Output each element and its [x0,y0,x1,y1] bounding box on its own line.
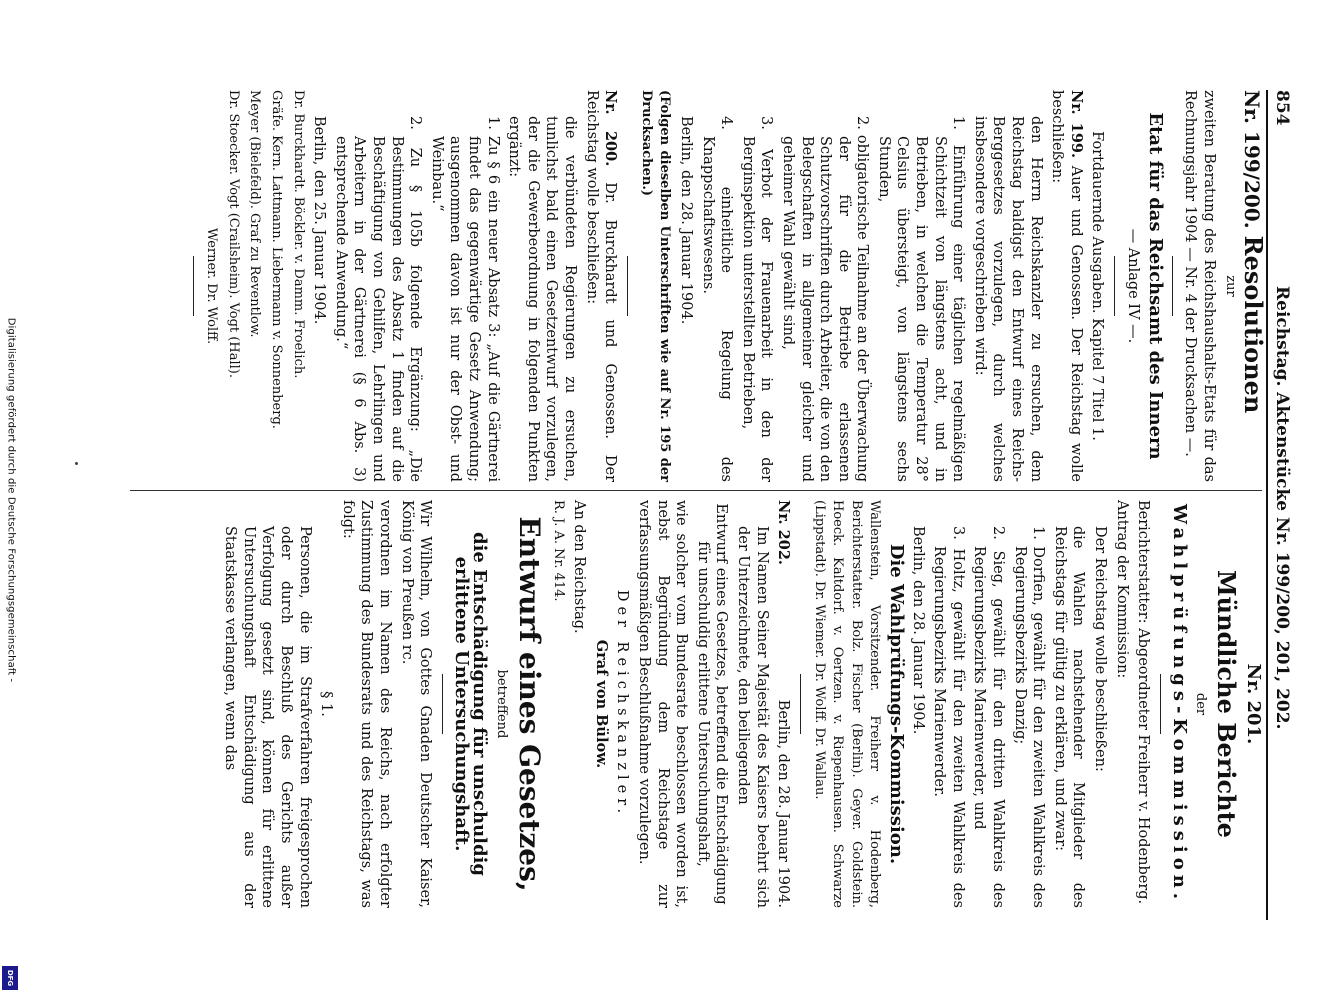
entwurf-title: Entwurf eines Gesetzes, [513,516,546,892]
nr200-date: Berlin, den 25. Januar 1904. [311,116,328,325]
nr199-item: 1. Einführung einer täglichen regelmäßigen Schichtzeit von längstens acht, und in Betrieben, in welchen die Temperatur 28° Celsius übersteigt, von längstens sechs Stunden, [875,116,967,482]
separator [627,256,628,316]
kapitel-line: Fortdauernde Ausgaben. Kapitel 7 Titel 1. [1089,131,1106,441]
kommission-heading: Wahlprüfungs-Kommission. [1168,503,1190,905]
paragraph-1-text: Personen, die im Strafverfahren freigesprochen oder durch Beschluß des Gerichts außer Verfolgung gesetzt sind, können für erlittene Untersuchungshaft Entschädigung aus der Staatskasse verlangen, wenn das [222,526,313,908]
nr199-item: 2. obligatorische Teilnahme an der Überwachung der für die Betriebe erlassenen Schutzvorschriften durch Arbeiter, die von den Belegschaften in allgemeiner gleicher und geheimer Wahl gewählt sind, [779,116,871,482]
nr202-date: Berlin, den 28. Januar 1904. [775,699,792,908]
betreffend-label: betreffend [494,669,509,739]
scan-speck [75,462,78,465]
rotated-document-page [90,70,1310,930]
anlage-label: — Anlage IV —. [1125,228,1142,344]
nr202-text: Im Namen Seiner Majestät des Kaisers beehrt sich der Unterzeichnete, den beiliegenden [734,526,770,908]
der-label: der [1193,692,1209,716]
separator [193,256,194,316]
nr200-text: Dr. Burckhardt und Genossen. Der Reichstag wolle beschließen: [583,90,619,483]
paragraph-1-label: § 1. [318,691,335,717]
separator [1172,256,1173,316]
resolution-intro: zweiten Beratung des Reichshaushalts-Etats für das Rechnungsjahr 1904 — Nr. 4 der Drucksachen —. [1182,90,1217,482]
page-header [1266,90,1302,920]
right-column [100,500,1262,908]
nr199-intro: den Herrn Reichskanzler zu ersuchen, dem Reichstag baldigst den Entwurf eines Reichs-Berggesetzes vorzulegen, durch welches insbesondere vorgeschrieben wird: [971,116,1044,482]
separator [1160,674,1161,734]
dfg-logo [2,966,18,990]
nr200-signature-line: Dr. Burckhardt. Böckler. v. Damm. Froelich. [290,90,306,379]
nr199-lead: Nr. 199. [1067,90,1085,159]
nr202-heading: Nr. 202. [775,500,793,565]
verordnen-text: verordnen im Namen des Reichs, nach erfolgter Zustimmung des Bundesrats und des Reichstags, was folgt: [339,500,394,908]
nr199-200-heading: Nr. 199/200. [1240,90,1264,229]
muendliche-berichte-heading: Mündliche Berichte [1212,570,1242,838]
nr200-intro: die verbündeten Regierungen zu ersuchen, tunlichst bald einen Gesetzentwurf vorzulegen, der die Gewerbeordnung in folgenden Punkten ergänzt: [506,116,578,482]
left-margin-strip [0,0,22,1000]
left-column [100,90,1268,483]
nr200-item: 1. Zu § 6 ein neuer Absatz 3: „Auf die Gärtnerei findet das gegenwärtige Gesetz Anwendung; ausgenommen davon ist nur der Obst- und Weinbau.“ [428,116,501,482]
berichterstatter: Berichterstatter: Abgeordneter Freiherr v. Hodenberg. [1135,500,1152,905]
digitization-note: Digitalisierung gefördert durch die Deutsche Forschungsgemeinschaft - [5,317,17,683]
wahl-item: 1. Dorfien, gewählt für den zweiten Wahlkreis des Regierungsbezirks Danzig; [1011,526,1047,908]
entwurf-subject: die Entschädigung für unschuldig erlittene Untersuchungshaft. [450,531,491,876]
antrag-label: Antrag der Kommission: [1113,500,1130,679]
dfg-logo-text: DFG [6,969,14,987]
nr202-text2: wie solcher vom Bundesrate beschlossen worden ist, nebst Begründung dem Reichstage zur verfassungsmäßigen Beschlußnahme vorzulegen. [635,500,690,908]
nr200-item: 2. Zu § 105b folgende Ergänzung: „Die Bestimmungen des Absatz 1 finden auf die Beschäftigung von Gehilfen, Lehrlingen und Arbeitern in der Gärtnerei (§ 6 Abs. 3) entsprechende Anwendung.“ [332,116,424,482]
separator [800,674,801,734]
buelow-signature: Graf von Bülow. [592,639,610,769]
separator [442,674,443,734]
column-divider [130,490,1262,491]
resolutionen-heading: Resolutionen [1239,235,1268,414]
nr201-date: Berlin, den 28. Januar 1904. [909,526,926,735]
wahl-item: 2. Sieg, gewählt für den dritten Wahlkreis des Regierungsbezirks Marienwerder, und [971,526,1007,908]
nr199-text: Auer und Genossen. Der Reichstag wolle beschließen: [1049,90,1084,482]
wahl-item: 3. Holtz, gewählt für den zweiten Wahlkreis des Regierungsbezirks Marienwerder. [931,526,966,908]
reichskanzler-label: Der Reichskanzler. [614,589,631,819]
nr200-signature-line: Dr. Stoecker. Vogt (Crailsheim). Vogt (Hall). [225,90,241,378]
nr202-entwurf-line: Entwurf eines Gesetzes, betreffend die Entschädigung für unschuldig erlittene Untersuchungshaft, [694,503,730,905]
nr199-date: Berlin, den 28. Januar 1904. [677,116,694,325]
nr200-lead: Nr. 200. [602,90,620,167]
nr200-signature-line: Werner. Dr. Wolff. [204,227,220,345]
separator [1114,256,1115,316]
reichstag-intro: die Wahlen nachstehender Mitglieder des Reichstags für gültig zu erklären, und zwar: [1051,526,1087,908]
reference-number: R. J. A. Nr. 414. [550,500,566,602]
etat-title: Etat für das Reichsamt des Innern [1144,112,1166,460]
page-number: 854 [1272,90,1292,126]
kommission-signature-title: Die Wahlprüfungs-Kommission. [886,543,908,865]
wir-wilhelm: Wir Wilhelm, von Gottes Gnaden Deutscher Kaiser, König von Preußen rc. [398,500,434,908]
nr199-item: 4. einheitliche Regelung des Knappschaftswesens. [699,116,735,482]
an-den-reichstag: An den Reichstag. [571,500,588,634]
reichstag-wolle: Der Reichstag wolle beschließen: [1092,526,1109,772]
nr200-signature-line: Meyer (Bielefeld). Graf zu Reventlow. [247,90,263,338]
kommission-members: Wallenstein, Vorsitzender. Freiherr v. Hodenberg, Berichterstatter. Bolz. Fischer (Berlin). Geyer. Goldstein. Hoeck. Kaltdorf. v. Oertzen. v. Riepenhausen. Schwarze (Lippstadt). Dr. Wiemer. Dr. Wolff. Dr. Wallau. [811,500,883,908]
running-title: Reichstag. Aktenstücke Nr. 199/200, 201, 202. [1272,286,1292,730]
nr199-signature-note: (Folgen dieselben Unterschriften wie auf Nr. 195 der Drucksachen.) [638,90,673,482]
zur-label: zur [1223,275,1239,297]
nr199-item: 3. Verbot der Frauenarbeit in den der Berginspektion unterstellten Betrieben, [739,116,775,482]
nr200-signature-line: Gräfe. Kern. Lattmann. Liebermann v. Sonnenberg. [269,90,285,429]
nr201-heading: Nr. 201. [1243,663,1264,745]
